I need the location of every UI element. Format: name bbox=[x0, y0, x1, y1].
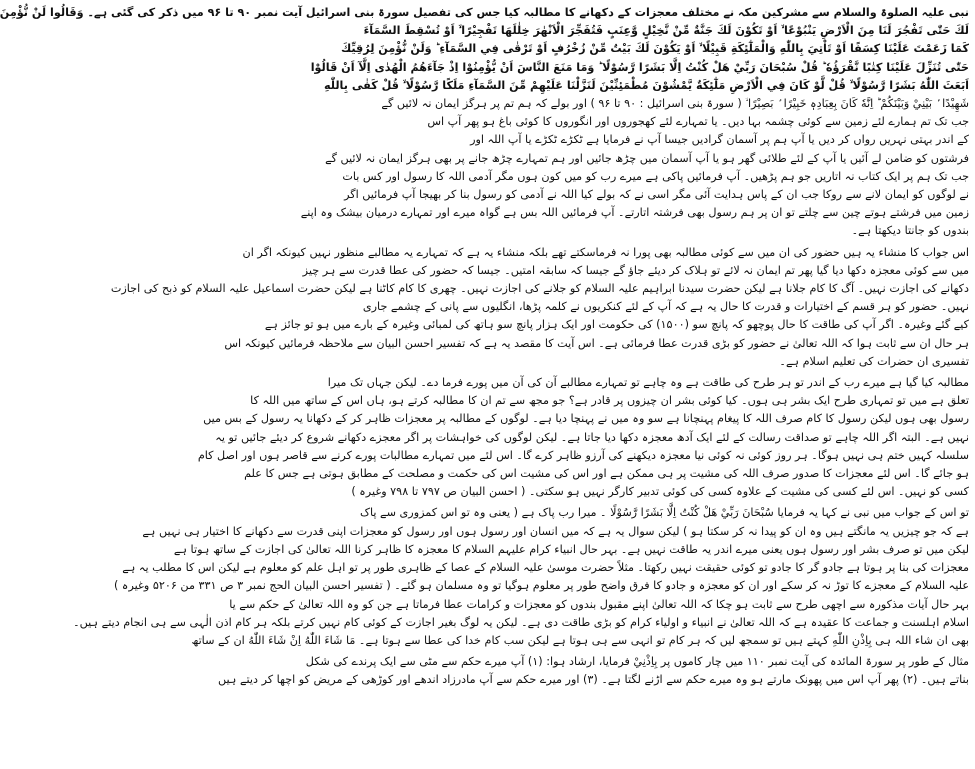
text-line: نہیں۔ حضور کو ہر قسم کے اختیارات و قدرت کا حال یہ ہے کہ آپ کے لئے کنکریوں نے کلمہ پڑھا، انگلیوں سے پانی کے چشمے جاری bbox=[362, 300, 969, 314]
text-line: کیے گئے وغیرہ۔ اگر آپ کی طاقت کا حال پوچھو کہ پانچ سو (۱۵۰۰) کی حکومت اور ایک ہزار پانچ سو ہاتھ کی لمبائی وغیرہ کے بارے میں ہو تو جائز ہے bbox=[264, 318, 969, 332]
text-line: فرشتوں کو ضامن لے آئیں یا آپ کے لئے طلائی گھر ہو یا آپ آسمان میں چڑھ جائیں اور ہم تمہارے چڑھ جانے پر بھی ہرگز ایمان نہ لائیں گے bbox=[325, 151, 969, 165]
text-line: مطالبہ کیا گیا ہے میرے رب کے اندر تو ہر طرح کی طاقت ہے وہ چاہے تو تمہارے مطالبے آن کی آن میں پورے فرما دے۔ لیکن جہاں تک میرا bbox=[327, 376, 969, 390]
text-line: لَكَ حَتّٰى تَفْجُرَ لَنَا مِنَ الْاَرْضِ يَنْبُوْعًا ۙ اَوْ تَكُوْنَ لَكَ جَنَّةٌ مِّنْ نَّخِيْلٍ وَّعِنَبٍ فَتُفَجِّرَ الْاَنْهٰرَ خِلٰلَهَا تَفْجِيْرًا ۙ اَوْ تُسْقِطَ السَّمَآءَ bbox=[363, 24, 969, 38]
paragraph-5 bbox=[218, 653, 969, 689]
text-line: جب تک ہم پر ایک کتاب نہ اتاریں جو ہم پڑھیں۔ آپ فرمائیں پاکی ہے میرے رب کو میں کون ہوں مگر آدمی اللہ کا رسول اور کس بات bbox=[342, 169, 969, 183]
text-line: نے لوگوں کو ایمان لانے سے روکا جب ان کے پاس ہدایت آئی مگر اسی نے کہ بولے کیا اللہ نے آدمی کو رسول بنا کر بھیجا آپ فرمائیں اگر bbox=[344, 188, 969, 202]
text-line: نبی علیہ الصلوۃ والسلام سے مشرکین مکہ نے مختلف معجزات کے دکھانے کا مطالبہ کیا جس کی تفصیل سورۃ بنی اسرائیل آیت نمبر ۹۰ تا ۹۶ میں ذکر کی گئی ہے۔ وَقَالُوا لَنْ نُّؤْمِنَ bbox=[0, 6, 969, 19]
text-line: ہے کہ جو چیزیں یہ مانگتے ہیں وہ ان کو پیدا نہ کر سکتا ہو ) لیکن سوال یہ ہے کہ میں انسان اور رسول ہوں اور رسول کو معجزات اپنی قدرت سے دکھانے کا اختیار ہی نہیں ہے bbox=[142, 524, 969, 538]
text-line: بہر حال آیات مذکورہ سے اچھی طرح سے ثابت ہو چکا کہ اللہ تعالیٰ اپنے مقبول بندوں کو معجزات و کرامات عطا فرماتا ہے جن کو وہ اللہ تعالیٰ کے حکم سے یا bbox=[229, 597, 969, 611]
intro-paragraph bbox=[0, 4, 969, 241]
text-line: تفسیری ان حضرات کی تعلیم اسلام ہے۔ bbox=[779, 354, 969, 368]
text-line: بناتے ہیں۔ (۲) پھر آپ اس میں پھونک مارتے ہو وہ میرے حکم سے اڑنے لگتا ہے۔ (۳) اور میرے حکم سے آپ مادرزاد اندھے اور کوڑھی کے مریض کو اچھا کر دیتے ہیں bbox=[218, 673, 969, 687]
paragraph-4 bbox=[73, 504, 969, 650]
text-line: معجزات کی بنا پر ہوتا ہے جادو گر کا جادو تو کوئی حقیقت نہیں رکھتا۔ مثلاً حضرت موسیٰ علیہ السلام کے عصا کے ظاہری طور پر تو اہل علم کو معلوم ہے لیکن اس کا مطلب یہ ہے bbox=[122, 561, 969, 575]
text-line: تو اس کے جواب میں نبی نے کہا یہ فرمایا سُبْحَانَ رَبِّيْ هَلْ كُنْتُ اِلَّا بَشَرًا رَّسُوْلًا ۔ میرا رب پاک ہے ( یعنی وہ تو اس کمزوری سے پاک bbox=[359, 506, 969, 520]
text-line: بھی ان شاء اللہ ہی بِاِذْنِ اللّٰهِ کہتے ہیں تو سمجھ لیں کہ ہر کام تو انہی سے ہی ہوتا ہے لیکن سب کام خدا کی عطا سے ہوتا ہے۔ مَا شَاءَ اللّٰهُ اِنْ شَاءَ اللّٰهُ ان کے ساتھ bbox=[191, 633, 969, 647]
text-line: علیہ السلام کے معجزے کا توڑ نہ کر سکے اور ان کو معجزہ و جادو کا فرق واضح طور پر معلوم ہوگیا تو وہ مسلمان ہو گئے۔ ( تفسیر احسن البیان الحج نمبر ۳ ص ۳۳۱ من ۵۲۰۶ وغیرہ ) bbox=[113, 579, 969, 593]
paragraph-2 bbox=[110, 244, 969, 371]
text-line: ہر حال ان سے ثابت ہوا کہ اللہ تعالیٰ نے حضور کو بڑی قدرت عطا فرمائی ہے۔ اس آیت کا مقصد یہ ہے کہ تفسیر احسن البیان سے ملاحظہ فرمائیں کیونکہ اس bbox=[224, 336, 969, 350]
text-line: نہیں ہے۔ البتہ اگر اللہ چاہے تو صداقت رسالت کے لئے ایک آدھ معجزہ دکھا دیا جاتا ہے۔ لیکن لوگوں کی خواہشات پر اگر معجزے دکھانے شروع کر دیئے جائیں تو یہ bbox=[215, 430, 969, 444]
text-line: جب تک تم ہمارے لئے زمین سے کوئی چشمہ بہا دیں۔ یا تمہارے لئے کھجوروں اور انگوروں کا کوئی باغ ہو پھر آپ اس bbox=[427, 115, 969, 129]
text-line: کے اندر بہتی نہریں رواں کر دیں یا آپ ہم پر آسمان گرادیں جیسا آپ نے فرمایا ہے ٹکڑے ٹکڑے یا آپ اللہ اور bbox=[470, 133, 969, 147]
text-line: اس جواب کا منشاء یہ ہیں حضور کی ان میں سے کوئی مطالبہ بھی پورا نہ فرماسکتے تھے بلکہ منشاء یہ ہے کہ تمہارے یہ مطالبے منظور نہیں کیونکہ اگر ان bbox=[242, 245, 969, 259]
text-line: زمین میں فرشتے ہوتے چین سے چلتے تو ان پر ہم رسول بھی فرشتہ اتارتے۔ آپ فرمائیں اللہ بس ہے گواہ میرے اور تمہارے درمیان بیشک وہ اپنے bbox=[300, 206, 969, 220]
text-line: مثال کے طور پر سورۃ المائدہ کی آیت نمبر ۱۱۰ میں چار کاموں پر بِاِذْنِيْ فرمایا، ارشاد ہوا: (۱) آپ میرے حکم سے مٹی سے ایک پرندے کی شکل bbox=[305, 655, 969, 669]
text-line: اسلام اہلسنت و جماعت کا عقیدہ ہے کہ اللہ تعالیٰ نے انبیاء و اولیاء کرام کو بڑی طاقت دی ہے۔ لیکن یہ لوگ بغیر اجازت کے کوئی کام نہیں کرتے بلکہ ہر کام اذن الٰہی سے ہی انجام دیتے ہیں۔ bbox=[73, 615, 969, 629]
text-line: کسی کو نہیں۔ اس لئے کسی کی مشیت کے علاوہ کسی کی کوئی تدبیر کارگر نہیں ہو سکتی۔ ( احسن البیان ص ۷۹۷ تا ۷۹۸ وغیرہ ) bbox=[351, 485, 969, 499]
text-line: حَتّٰى تُنَزِّلَ عَلَيْنَا كِتٰبًا نَّقْرَؤُهٗ ؕ قُلْ سُبْحَانَ رَبِّيْ هَلْ كُنْتُ اِلَّا بَشَرًا رَّسُوْلًا ؕ وَمَا مَنَعَ النَّاسَ اَنْ يُّؤْمِنُوْا اِذْ جَآءَهُمُ الْهُدٰى اِلَّآ اَنْ قَالُوْا bbox=[310, 60, 969, 74]
text-line: رسول بھی ہوں لیکن رسول کا کام صرف اللہ کا پیغام پہنچانا ہے سو وہ میں نے پہنچا دیا ہے۔ لوگوں کے مطالبہ پر معجزات ظاہر کر کے دکھانا یہ رسول کے بس میں bbox=[203, 412, 969, 426]
text-line: تعلق ہے میں تو تمہاری طرح ایک بشر ہی ہوں۔ کیا کوئی بشر ان چیزوں پر قادر ہے؟ جو مجھ سے تم ان کا مطالبہ کرتے ہو، ہاں اس کے ساتھ میں اللہ کا bbox=[250, 394, 969, 408]
text-line: دکھانے کی اجازت نہیں۔ آگ کا کام جلانا ہے لیکن حضرت سیدنا ابراہیم علیہ السلام کو جلانے کی اجازت نہیں۔ چھری کا کام کاٹنا ہے لیکن حضرت اسماعیل علیہ السلام کو ذبح کی اجازت bbox=[110, 282, 969, 296]
text-line: شَهِيْدًا ۢ بَيْنِيْ وَبَيْنَكُمْ ؕ اِنَّهٗ كَانَ بِعِبَادِهٖ خَبِيْرًا ۢ بَصِيْرًا ۙ ( سورۃ بنی اسرائیل : ۹۰ تا ۹۶ ) اور بولے کہ ہم تم پر ہرگز ایمان نہ لائیں گے bbox=[381, 97, 969, 111]
text-line: ہو جائے گا۔ اس لئے معجزات کا صدور صرف اللہ کی مشیت پر ہی ممکن ہے اور اس کی مشیت اس کی حکمت و مصلحت کے مطابق ہوتی ہے جس کا علم bbox=[244, 467, 969, 481]
text-line: اَبَعَثَ اللّٰهُ بَشَرًا رَّسُوْلًا ۙ قُلْ لَّوْ كَانَ فِي الْاَرْضِ مَلٰٓئِكَةٌ يَّمْشُوْنَ مُطْمَئِنِّيْنَ لَنَزَّلْنَا عَلَيْهِمْ مِّنَ السَّمَآءِ مَلَكًا رَّسُوْلًا ۙ قُلْ كَفٰى بِاللّٰهِ bbox=[323, 78, 969, 92]
paragraph-3 bbox=[197, 374, 969, 501]
text-line: میں سے کوئی معجزہ دکھا دیا گیا پھر تم ایمان نہ لائے تو ہلاک کر دیئے جاؤ گے جیسا کہ سابقہ امتیں۔ جیسا کہ حضور کی عطا قدرت سے ہر چیز bbox=[302, 263, 969, 277]
text-line: كَمَا زَعَمْتَ عَلَيْنَا كِسَفًا اَوْ تَاْتِيَ بِاللّٰهِ وَالْمَلٰٓئِكَةِ قَبِيْلًا ۙ اَوْ يَكُوْنَ لَكَ بَيْتٌ مِّنْ زُخْرُفٍ اَوْ تَرْقٰى فِي السَّمَآءِ ؕ وَلَنْ نُّؤْمِنَ لِرُقِيِّكَ bbox=[340, 42, 969, 56]
text-line: سلسلہ کہیں ختم ہی نہیں ہوگا۔ ہر روز کوئی نہ کوئی نیا معجزہ دیکھنے کی آرزو ظاہر کرے گا۔ اس لئے میں تمہارے مطالبات پورے کرنے سے قاصر ہوں اور اصل کام bbox=[197, 448, 969, 462]
text-line: بندوں کو جانتا دیکھتا ہے۔ bbox=[851, 224, 969, 238]
text-line: لیکن میں تو صرف بشر اور رسول ہوں یعنی میرے اندر یہ طاقت نہیں ہے۔ بہر حال انبیاء کرام علیہم السلام کا معجزہ کا ظاہر کرنا اللہ تعالیٰ کی اجازت کے ساتھ ہوتا ہے bbox=[173, 542, 969, 556]
